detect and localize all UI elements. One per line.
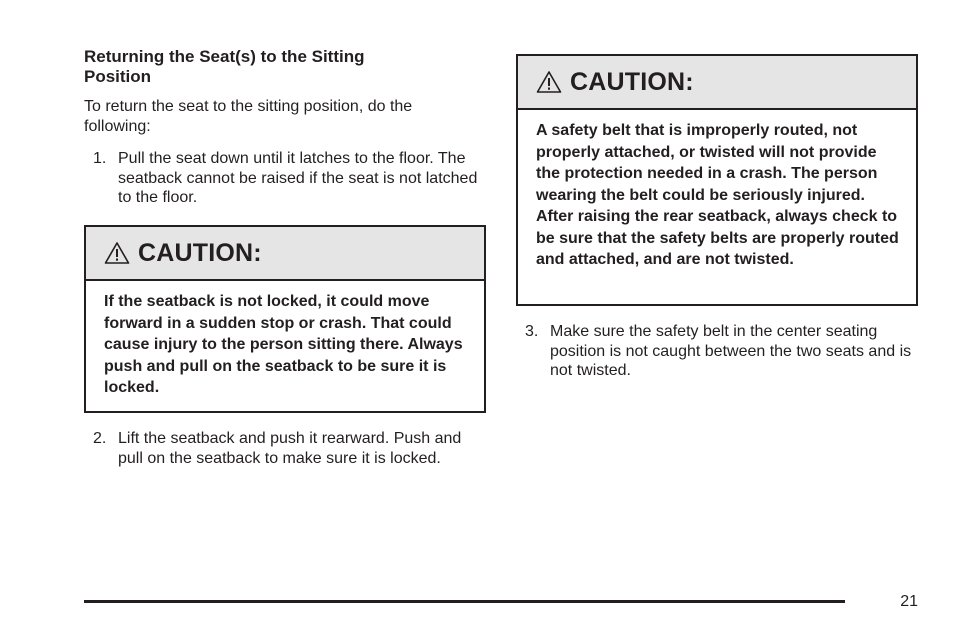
warning-triangle-icon [536,70,562,94]
step-text: Lift the seatback and push it rearward. Push and pull on the seatback to make sure it is locked. [118,430,462,467]
section-heading: Returning the Seat(s) to the Sitting Position [84,47,365,86]
step-number: 2. [93,430,107,447]
caution-title: CAUTION: [138,238,262,267]
intro-paragraph: To return the seat to the sitting position, do the following: [84,98,413,135]
footer-rule [84,600,845,603]
step-number: 1. [93,150,107,167]
page-number: 21 [900,593,918,610]
step-1 [84,149,486,208]
caution-text: If the seatback is not locked, it could move forward in a sudden stop or crash. That could cause injury to the person sitting there. Always push and pull on the seatback to be sure it is locked. [104,293,463,396]
step-3 [516,322,918,381]
step-number: 3. [525,323,539,340]
caution-box-left [84,225,486,413]
step-text: Pull the seat down until it latches to the floor. The seatback cannot be raised if the seat is not latched to the floor. [118,150,478,206]
caution-header [518,56,916,110]
caution-box-right [516,54,918,306]
step-text: Make sure the safety belt in the center seating position is not caught between the two seats and is not twisted. [550,323,912,379]
step-2 [84,429,486,468]
warning-triangle-icon [104,241,130,265]
caution-title: CAUTION: [570,67,694,96]
caution-text: A safety belt that is improperly routed, not properly attached, or twisted will not provide the protection needed in a crash. The person wearing the belt could be seriously injured. After raising the rear seatback, always check to be sure that the safety belts are properly routed and attached, and are not twisted. [536,122,899,268]
caution-header [86,227,484,281]
